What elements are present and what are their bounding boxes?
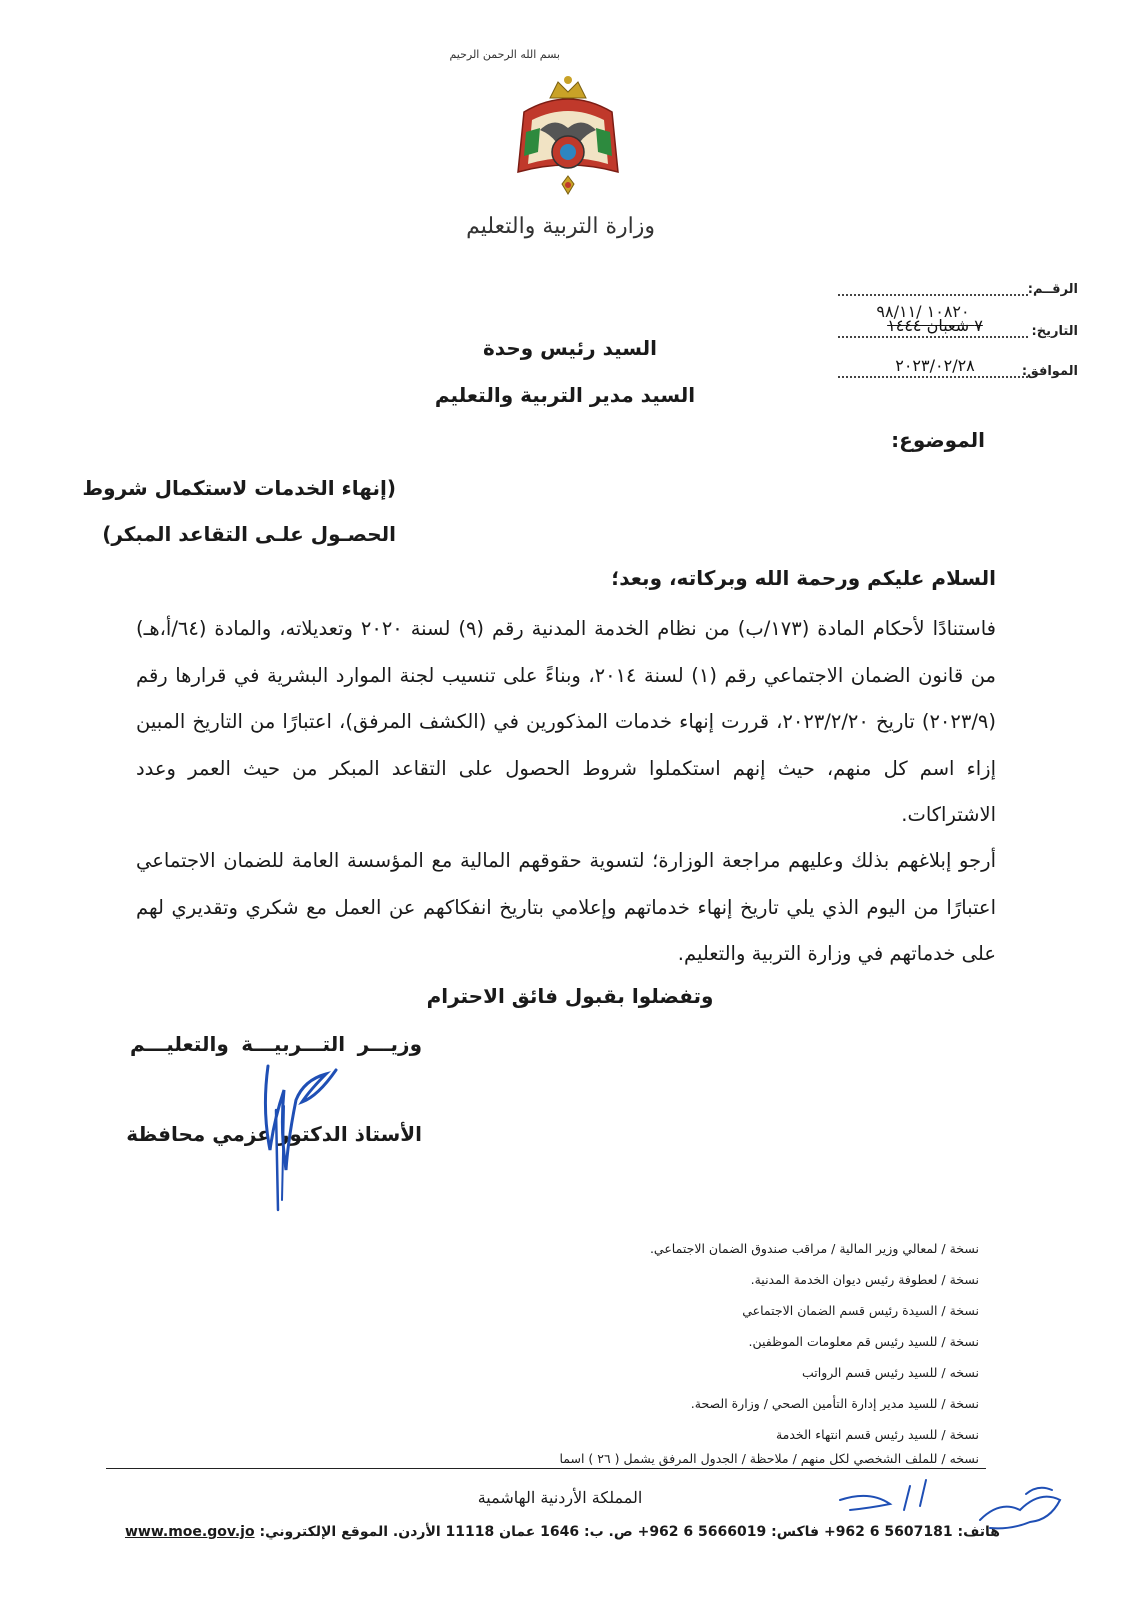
footer-contact-line xyxy=(124,1524,1000,1540)
footer-contact-details: هاتف: 5607181 6 962+ فاكس: 5666019 6 962+ ص. ب: 1646 عمان 11118 الأردن. الموقع الإلكتروني: xyxy=(254,1524,1000,1540)
reference-dotted-line xyxy=(838,336,1028,338)
greeting: السلام عليكم ورحمة الله وبركاته، وبعد؛ xyxy=(611,566,996,590)
footer-kingdom-name: المملكة الأردنية الهاشمية xyxy=(477,1488,643,1507)
signatory-title: وزيـــر التـــربيـــة والتعليـــم xyxy=(130,1032,422,1056)
reference-date-row xyxy=(838,316,1078,346)
signatory-name: الأستاذ الدكتور عزمي محافظة xyxy=(126,1122,422,1146)
footer-website-link[interactable]: www.moe.gov.jo xyxy=(124,1524,255,1540)
reference-dotted-line xyxy=(838,294,1028,296)
reference-dotted-line xyxy=(838,376,1028,378)
reference-date-gregorian: ٢٠٢٣/٠٢/٢٨ xyxy=(895,356,975,375)
subject-line-1: (إنهاء الخدمات لاستكمال شروط xyxy=(82,476,396,500)
body-paragraph-1: فاستنادًا لأحكام المادة (١٧٣/ب) من نظام الخدمة المدنية رقم (٩) لسنة ٢٠٢٠ وتعديلاته، والمادة (٦٤/أ،هـ) من قانون الضمان الاجتماعي رقم (١) لسنة ٢٠١٤، وبناءً على تنسيب لجنة الموارد البشرية في قرارها رقم (٢٠٢٣/٩) تاريخ ٢٠٢٣/٢/٢٠، قررت إنهاء خدمات المذكورين في (الكشف المرفق)، اعتبارًا من التاريخ المبين إزاء اسم كل منهم، حيث إنهم استكملوا شروط الحصول على التقاعد المبكر من حيث العمر وعدد الاشتراكات. xyxy=(136,617,996,826)
ministry-name: وزارة التربية والتعليم xyxy=(466,214,655,239)
copy-item: نسخه / للسيد رئيس قسم الرواتب xyxy=(801,1365,979,1380)
reference-gregorian-label: الموافق: xyxy=(1021,364,1078,379)
copy-item: نسخة / للسيد رئيس قسم انتهاء الخدمة xyxy=(775,1427,979,1442)
copy-item: نسخة / السيدة رئيس قسم الضمان الاجتماعي xyxy=(742,1303,979,1318)
copy-item: نسخه / للملف الشخصي لكل منهم / ملاحظة / الجدول المرفق يشمل ( ٢٦ ) اسما xyxy=(559,1451,979,1466)
reference-number-value: ١٠٨٢٠ /٩٨/١١ xyxy=(876,302,970,321)
copy-item: نسخة / للسيد مدير إدارة التأمين الصحي / وزارة الصحة. xyxy=(690,1396,979,1411)
body-paragraph-2: أرجو إبلاغهم بذلك وعليهم مراجعة الوزارة؛ لتسوية حقوقهم المالية مع المؤسسة العامة للضمان الاجتماعي اعتبارًا من اليوم الذي يلي تاريخ إنهاء خدماتهم وإعلامي بتاريخ انفكاكهم عن العمل مع شكري وتقديري لهم على خدماتهم في وزارة التربية والتعليم. xyxy=(136,849,996,965)
reference-number-label: الرقــم: xyxy=(1027,282,1078,297)
footer-divider xyxy=(106,1468,986,1469)
recipient-line-2: السيد مدير التربية والتعليم xyxy=(434,383,696,407)
subject-label: الموضوع: xyxy=(891,428,985,452)
reference-date-hijri: ٧ شعبان ١٤٤٤ xyxy=(887,316,983,335)
reference-gregorian-row xyxy=(838,356,1078,386)
reference-date-label: التاريخ: xyxy=(1031,324,1078,339)
subject-line-2: الحصـول علـى التقاعد المبكر) xyxy=(102,522,396,546)
reference-number-row xyxy=(838,282,1078,304)
copy-item: نسخة / لعطوفة رئيس ديوان الخدمة المدنية. xyxy=(750,1272,979,1287)
closing-line: وتفضلوا بقبول فائق الاحترام xyxy=(426,984,714,1008)
recipient-line-1: السيد رئيس وحدة xyxy=(482,336,658,360)
handwritten-signature xyxy=(240,1050,360,1220)
copies-list xyxy=(479,1236,979,1470)
basmala-text: بسم الله الرحمن الرحيم xyxy=(449,48,560,61)
copy-item: نسخة / لمعالي وزير المالية / مراقب صندوق الضمان الاجتماعي. xyxy=(649,1241,979,1256)
copy-item: نسخة / للسيد رئيس قم معلومات الموظفين. xyxy=(748,1334,979,1349)
jordan-coat-of-arms-icon xyxy=(510,72,626,200)
